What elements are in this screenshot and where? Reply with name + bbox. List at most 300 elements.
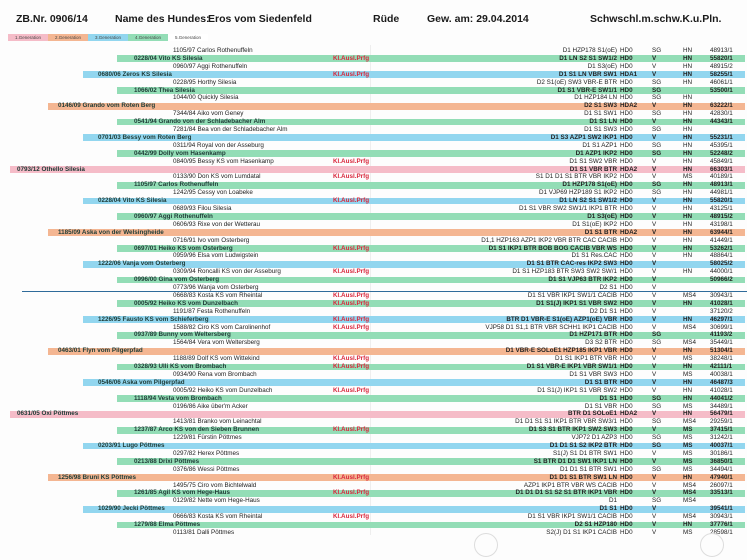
pedigree-row <box>0 158 747 166</box>
hn-status: HN <box>683 347 693 355</box>
hn-status: HN <box>683 236 693 244</box>
dog-entry-name: 1279/88 Elma Pöttmes <box>134 521 201 528</box>
pedigree-row <box>0 403 747 411</box>
generation-bar <box>48 474 745 481</box>
hd-result: HD0 <box>620 299 633 307</box>
generation-bar <box>117 55 745 62</box>
dog-entry-name: 0666/83 Kosta KS vom Rheintal <box>173 513 263 521</box>
qualifications: D1 VJP69 HZP189 S1 IKP2 <box>538 189 617 197</box>
hn-status: HN <box>683 181 693 189</box>
ki-ausl-prfg-mark: Kl.Ausl.Prfg <box>333 426 370 434</box>
pedigree-row <box>0 268 747 276</box>
registry-number: 37415/1 <box>710 426 733 434</box>
dog-entry-name: 0328/93 Ulli KS vom Brombach <box>134 363 227 370</box>
qualifications: D1 S1 VBR SW3 <box>569 370 617 378</box>
dog-entry-name: 1066/02 Thea Silesia <box>134 86 195 94</box>
registry-number: 38248/1 <box>710 355 733 363</box>
pedigree-row <box>0 418 747 426</box>
hn-status: HN <box>683 157 693 165</box>
registry-number: 58025/2 <box>710 260 733 268</box>
generation-bar <box>117 522 745 529</box>
dog-entry-name: 1118/94 Vesta vom Brombach <box>134 394 222 402</box>
hd-result: HD0 <box>620 110 633 118</box>
section-divider <box>22 291 747 292</box>
pedigree-row <box>0 79 747 87</box>
show-grade: V <box>652 489 657 497</box>
qualifications: D1 S1 <box>599 505 617 513</box>
show-grade: V <box>652 102 657 110</box>
hn-status: HN <box>683 244 693 252</box>
show-grade: SG <box>652 181 662 189</box>
generation-bar <box>83 71 745 78</box>
hd-result: HD0 <box>620 355 633 363</box>
pedigree-row <box>0 489 747 497</box>
qualifications: D1 <box>608 497 617 505</box>
registry-number: 45849/1 <box>710 157 733 165</box>
dog-entry-name: 0960/97 Aggi Rothenuffeln <box>173 62 248 70</box>
generation-bar <box>83 443 745 450</box>
hn-status: MS <box>683 426 693 434</box>
hd-result: HD0 <box>620 465 633 473</box>
hn-status: HN <box>683 386 693 394</box>
dog-name: Eros vom Siedenfeld <box>208 13 312 25</box>
show-grade: V <box>652 133 657 141</box>
qualifications: D1 D1 S1 S2 IKP2 BTR <box>549 442 617 449</box>
show-grade: SG <box>652 149 662 157</box>
pedigree-row <box>0 189 747 197</box>
pedigree-row <box>0 371 747 379</box>
dog-entry-name: 0442/99 Dolly vom Hasenkamp <box>134 149 226 157</box>
ki-ausl-prfg-mark: Kl.Ausl.Prfg <box>333 473 370 481</box>
pedigree-row <box>0 260 747 268</box>
pedigree-row <box>0 55 747 63</box>
show-grade: SG <box>652 442 662 449</box>
pedigree-row <box>0 276 747 284</box>
hn-status: HN <box>683 94 693 102</box>
hn-status: MS <box>683 355 693 363</box>
hd-result: HD0 <box>620 528 633 536</box>
registry-number: 48913/1 <box>710 181 733 189</box>
registry-number: 48864/1 <box>710 252 733 260</box>
hn-status: HN <box>683 205 693 212</box>
hd-result: HD0 <box>620 489 633 497</box>
show-grade: SG <box>652 86 662 94</box>
registry-number: 46487/3 <box>710 378 733 386</box>
ki-ausl-prfg-mark: Kl.Ausl.Prfg <box>333 513 370 521</box>
hd-result: HD0 <box>620 252 633 260</box>
pedigree-row <box>0 474 747 482</box>
registry-number: 30186/1 <box>710 449 733 457</box>
pedigree-row <box>0 197 747 205</box>
registry-number: 55231/1 <box>710 133 733 141</box>
dog-entry-name: 0541/94 Grando von der Schladebacher Alm <box>134 118 266 126</box>
hn-status: HN <box>683 521 693 528</box>
punch-hole <box>474 533 498 557</box>
generation-bar <box>117 458 745 465</box>
generation-bar <box>83 506 745 513</box>
hd-result: HD0 <box>620 94 633 102</box>
pedigree-row <box>0 205 747 213</box>
registry-number: 29259/1 <box>710 418 733 426</box>
pedigree-row <box>0 87 747 95</box>
pedigree-row <box>0 94 747 102</box>
pedigree-row <box>0 331 747 339</box>
hn-status: HN <box>683 47 693 54</box>
registry-number: 30943/1 <box>710 291 733 299</box>
pedigree-row <box>0 300 747 308</box>
registry-number: 34489/1 <box>710 402 733 410</box>
hn-status: HN <box>683 363 693 370</box>
qualifications: D3 S2 BTR <box>585 339 617 347</box>
hd-result: HD0 <box>620 363 633 370</box>
legend-gen4: 4.Generation <box>128 34 168 41</box>
dog-entry-name: 0196/86 Aike über'm Acker <box>173 402 248 410</box>
hn-status: HN <box>683 165 693 173</box>
hn-status: HN <box>683 268 693 276</box>
qualifications: D1 S1 LN VBR SW1 <box>558 70 617 78</box>
show-grade: V <box>652 449 657 457</box>
pedigree-row <box>0 466 747 474</box>
hd-result: HD0 <box>620 426 633 434</box>
hn-status: MS <box>683 465 693 473</box>
hd-result: HD0 <box>620 126 633 133</box>
show-grade: V <box>652 70 657 78</box>
show-grade: V <box>652 62 657 70</box>
dog-entry-name: 0546/06 Aska vom Pilgerpfad <box>98 378 185 386</box>
qualifications: D1 HZP178 S1(oE) <box>562 47 617 54</box>
dog-entry-name: 1229/81 Fürstin Pöttmes <box>173 434 242 442</box>
dog-entry-name: 0689/93 Filou Silesia <box>173 205 232 212</box>
registry-number: 45395/1 <box>710 141 733 149</box>
zb-number: ZB.Nr. 0906/14 <box>16 13 88 25</box>
hn-status: HN <box>683 378 693 386</box>
qualifications: D1 D1 D1 S1 S2 S1 BTR IKP1 VBR <box>515 489 617 497</box>
pedigree-row <box>0 379 747 387</box>
hn-status: MS4 <box>683 291 696 299</box>
pedigree-row <box>0 150 747 158</box>
qualifications: BTR D1 VBR-E S1(oE) AZP1(oE) VBR <box>506 315 617 323</box>
dog-entry-name: 0716/91 Ivo vom Osterberg <box>173 236 250 244</box>
hn-status: MS4 <box>683 339 696 347</box>
registry-number: 66303/1 <box>710 165 733 173</box>
qualifications: D2 S1(oE) SW3 VBR-E BTR <box>536 78 617 86</box>
dog-entry-name: 1044/00 Quickly Silesia <box>173 94 239 102</box>
sex: Rüde <box>373 13 400 25</box>
show-grade: V <box>652 173 657 181</box>
dog-entry-name: 0309/94 Roncalli KS von der Asseburg <box>173 268 281 276</box>
show-grade: V <box>652 299 657 307</box>
hd-result: HD0 <box>620 118 633 126</box>
hn-status: HN <box>683 228 693 236</box>
registry-number: 46297/1 <box>710 315 733 323</box>
show-grade: SG <box>652 339 662 347</box>
hn-status: HN <box>683 212 693 220</box>
show-grade: SG <box>652 189 662 197</box>
hd-result: HDA1 <box>620 70 638 78</box>
hd-result: HD0 <box>620 284 633 291</box>
hn-status: HN <box>683 394 693 402</box>
hn-status: MS <box>683 173 693 181</box>
registry-number: 48915/2 <box>710 212 733 220</box>
pedigree-row <box>0 221 747 229</box>
qualifications: D1 S1 LN <box>589 118 617 126</box>
registry-number: 40189/1 <box>710 173 733 181</box>
pedigree-row <box>0 47 747 55</box>
hn-status: MS <box>683 449 693 457</box>
show-grade: V <box>652 244 657 252</box>
hn-status: MS4 <box>683 481 696 489</box>
show-grade: V <box>652 473 657 481</box>
qualifications: S1(J) S1 D1 BTR SW1 <box>552 449 617 457</box>
show-grade: SG <box>652 331 662 339</box>
qualifications: D1 S1 VBR IKP1 SW1/1 CACIB <box>527 513 617 521</box>
registry-number: 43125/1 <box>710 205 733 212</box>
ki-ausl-prfg-mark: Kl.Ausl.Prfg <box>333 323 370 331</box>
pedigree-row <box>0 442 747 450</box>
pedigree-row <box>0 363 747 371</box>
pedigree-row <box>0 237 747 245</box>
qualifications: D1,1 HZP163 AZP1 IKP2 VBR BTR CAC CACIB <box>481 236 617 244</box>
hn-status: HN <box>683 118 693 126</box>
dog-entry-name: 0113/81 Dalli Pöttmes <box>173 528 235 536</box>
dog-entry-name: 1261/85 Agil KS vom Hege-Haus <box>134 489 231 497</box>
pedigree-row <box>0 355 747 363</box>
pedigree-row <box>0 434 747 442</box>
dog-entry-name: 0297/82 Herex Pöttmes <box>173 449 240 457</box>
qualifications: D1 S1 VJP63 BTR IKP2 <box>548 276 617 284</box>
pedigree-row <box>0 458 747 466</box>
dog-entry-name: 0937/89 Bunny vom Weltersberg <box>134 331 231 339</box>
registry-number: 28598/1 <box>710 528 733 536</box>
show-grade: V <box>652 118 657 126</box>
hn-status: HN <box>683 220 693 228</box>
pedigree-row <box>0 450 747 458</box>
qualifications: D1 D1 S1 S1 IKP1 BTR VBR SW3/1 <box>515 418 617 426</box>
qualifications: D1 HZP178 S1(oE) <box>562 181 617 189</box>
qualifications: D1 S1 VBR SW2 SW1/1 IKP1 BTR <box>519 205 617 212</box>
hd-result: HD0 <box>620 47 633 54</box>
hn-status: MS4 <box>683 497 696 505</box>
ki-ausl-prfg-mark: Kl.Ausl.Prfg <box>333 197 370 205</box>
hd-result: HD0 <box>620 54 633 62</box>
registry-number: 34494/1 <box>710 465 733 473</box>
show-grade: V <box>652 284 657 291</box>
pedigree-row <box>0 529 747 537</box>
hn-status: HN <box>683 54 693 62</box>
hd-result: HD0 <box>620 457 633 465</box>
generation-bar <box>83 198 745 205</box>
qualifications: S2(J) D1 S1 IKP1 CACIB <box>546 528 617 536</box>
show-grade: V <box>652 276 657 284</box>
ki-ausl-prfg-mark: Kl.Ausl.Prfg <box>333 54 370 62</box>
show-grade: V <box>652 212 657 220</box>
dog-entry-name: 7281/84 Bea von der Schladebacher Alm <box>173 126 288 133</box>
qualifications: D1 D1 S1 BTR SW1 LN <box>549 473 617 481</box>
pedigree-row <box>0 71 747 79</box>
dog-entry-name: 0959/96 Elsa vom Ludwigstein <box>173 252 259 260</box>
hd-result: HD0 <box>620 339 633 347</box>
qualifications: D1 S1 IKP1 BTR BOB BOG CACIB VBR WS <box>488 244 617 252</box>
pedigree-row <box>0 324 747 332</box>
registry-number: 58255/1 <box>710 70 733 78</box>
hd-result: HD0 <box>620 133 633 141</box>
qualifications: S1 D1 D1 S1 BTR VBR IKP2 <box>535 173 617 181</box>
qualifications: D1 LN S2 S1 SW1/2 <box>559 197 617 205</box>
qualifications: D1 S1 SW1 <box>584 110 617 118</box>
hd-result: HD0 <box>620 62 633 70</box>
qualifications: D1 S1 BTR <box>584 378 617 386</box>
pedigree-row <box>0 292 747 300</box>
hd-result: HD0 <box>620 331 633 339</box>
qualifications: D1 S1 VBR IKP1 SW1/1 CACIB <box>527 291 617 299</box>
dog-entry-name: 1188/89 Dolf KS vom Wittekind <box>173 355 260 363</box>
hn-status: MS <box>683 402 693 410</box>
hd-result: HD0 <box>620 212 633 220</box>
show-grade: V <box>652 260 657 268</box>
qualifications: D1 LN S2 S1 SW1/2 <box>559 54 617 62</box>
qualifications: D1 S1 IKP1 BTR VBR <box>555 355 617 363</box>
qualifications: D1 S1(J) IKP1 S1 VBR SW2 <box>537 386 617 394</box>
hn-status: MS <box>683 370 693 378</box>
pedigree-row <box>0 497 747 505</box>
hn-status: HN <box>683 197 693 205</box>
hd-result: HD0 <box>620 449 633 457</box>
pedigree-row <box>0 339 747 347</box>
registry-number: 26097/1 <box>710 481 733 489</box>
ki-ausl-prfg-mark: Kl.Ausl.Prfg <box>333 315 370 323</box>
show-grade: V <box>652 426 657 434</box>
hd-result: HD0 <box>620 141 633 149</box>
hd-result: HDA2 <box>620 102 638 110</box>
show-grade: SG <box>652 465 662 473</box>
qualifications: D1 S1 AZP1 <box>582 141 617 149</box>
dog-entry-name: 1495/75 Ciro vom Bichtelwald <box>173 481 257 489</box>
qualifications: D2 S1 SW3 <box>584 102 617 110</box>
qualifications: D1 S1 BTR CAC-res IKP2 SW3 <box>526 260 617 268</box>
hd-result: HD0 <box>620 402 633 410</box>
show-grade: V <box>652 197 657 205</box>
qualifications: D1 S3(oE) <box>587 212 617 220</box>
hd-result: HD0 <box>620 236 633 244</box>
dog-entry-name: 0960/97 Aggi Rothenuffeln <box>134 212 213 220</box>
show-grade: SG <box>652 47 662 54</box>
registry-number: 33513/1 <box>710 489 733 497</box>
dog-entry-name: 0311/94 Royal von der Asseburg <box>173 141 264 149</box>
registry-number: 51304/1 <box>710 347 733 355</box>
show-grade: V <box>652 236 657 244</box>
registry-number: 41449/1 <box>710 236 733 244</box>
dog-entry-name: 0631/05 Oxi Pöttmes <box>17 410 79 418</box>
hd-result: HD0 <box>620 521 633 528</box>
qualifications: D1 S3 AZP1 SW2 IKP1 <box>550 133 617 141</box>
dog-entry-name: 1029/90 Jecki Pöttmes <box>98 505 165 513</box>
show-grade: V <box>652 410 657 418</box>
show-grade: V <box>652 323 657 331</box>
qualifications: S1 BTR D1 D1 SW1 IKP1 LN <box>533 457 617 465</box>
hd-result: HD0 <box>620 260 633 268</box>
show-grade: V <box>652 307 657 315</box>
hd-result: HD0 <box>620 386 633 394</box>
qualifications: D1 S1 VBR-E IKP1 VBR SW1/1 <box>526 363 617 370</box>
dog-entry-name: 0376/86 Wessi Pöttmes <box>173 465 240 473</box>
hn-status: HN <box>683 62 693 70</box>
hn-status: HN <box>683 299 693 307</box>
dog-entry-name: 0005/92 Heiko KS vom Dunzelbach <box>173 386 273 394</box>
hn-status: MS <box>683 442 693 449</box>
qualifications: BTR D1 SOLoE1 <box>568 410 617 418</box>
hd-result: HD0 <box>620 197 633 205</box>
punch-hole <box>700 533 724 557</box>
dog-entry-name: 1191/87 Festa Rothenuffeln <box>173 307 251 315</box>
hn-status: HN <box>683 189 693 197</box>
pedigree-row <box>0 347 747 355</box>
qualifications: D1 S3(oE) <box>587 62 617 70</box>
show-grade: V <box>652 521 657 528</box>
ki-ausl-prfg-mark: Kl.Ausl.Prfg <box>333 291 370 299</box>
ki-ausl-prfg-mark: Kl.Ausl.Prfg <box>333 244 370 252</box>
hd-result: HD0 <box>620 473 633 481</box>
registry-number: 44343/1 <box>710 118 733 126</box>
dog-entry-name: 0228/04 Vito KS Silesia <box>98 197 167 205</box>
hd-result: HD0 <box>620 268 633 276</box>
show-grade: V <box>652 157 657 165</box>
hn-status: MS4 <box>683 418 696 426</box>
hd-result: HD0 <box>620 149 633 157</box>
generation-legend <box>8 34 208 41</box>
dog-entry-name: 1222/06 Vanja vom Osterberg <box>98 260 186 268</box>
registry-number: 30699/1 <box>710 323 733 331</box>
generation-bar <box>117 87 745 94</box>
hn-status: HN <box>683 110 693 118</box>
dog-entry-name: 1413/81 Branko vom Leinachtal <box>173 418 262 426</box>
show-grade: V <box>652 528 657 536</box>
hn-status: HN <box>683 315 693 323</box>
registry-number: 37120/2 <box>710 307 733 315</box>
hd-result: HD0 <box>620 418 633 426</box>
hd-result: HD0 <box>620 291 633 299</box>
hd-result: HD0 <box>620 442 633 449</box>
dog-entry-name: 1226/95 Fausto KS vom Schieferberg <box>98 315 209 323</box>
show-grade: SG <box>652 497 662 505</box>
show-grade: V <box>652 205 657 212</box>
hd-result: HD0 <box>620 513 633 521</box>
show-grade: SG <box>652 434 662 442</box>
show-grade: V <box>652 291 657 299</box>
show-grade: SG <box>652 110 662 118</box>
qualifications: VJP58 D1 S1,1 BTR VBR SCHH1 IKP1 CACIB <box>485 323 617 331</box>
legend-gen2: 2.Generation <box>48 34 88 41</box>
hn-status: HN <box>683 70 693 78</box>
hd-result: HDA2 <box>620 228 638 236</box>
pedigree-row <box>0 395 747 403</box>
pedigree-row <box>0 308 747 316</box>
registry-number: 53262/1 <box>710 244 733 252</box>
hn-status: MS <box>683 457 693 465</box>
show-grade: V <box>652 378 657 386</box>
pedigree-row <box>0 110 747 118</box>
registry-number: 63944/1 <box>710 228 733 236</box>
pedigree-row <box>0 213 747 221</box>
show-grade: SG <box>652 94 662 102</box>
hd-result: HD0 <box>620 505 633 513</box>
show-grade: SG <box>652 126 662 133</box>
registry-number: 52248/2 <box>710 149 733 157</box>
hd-result: HD0 <box>620 276 633 284</box>
qualifications: D1 S1 VBR BTR <box>569 165 617 173</box>
hd-result: HD0 <box>620 157 633 165</box>
show-grade: V <box>652 268 657 276</box>
qualifications: D1 S1 SW3 <box>584 126 617 133</box>
